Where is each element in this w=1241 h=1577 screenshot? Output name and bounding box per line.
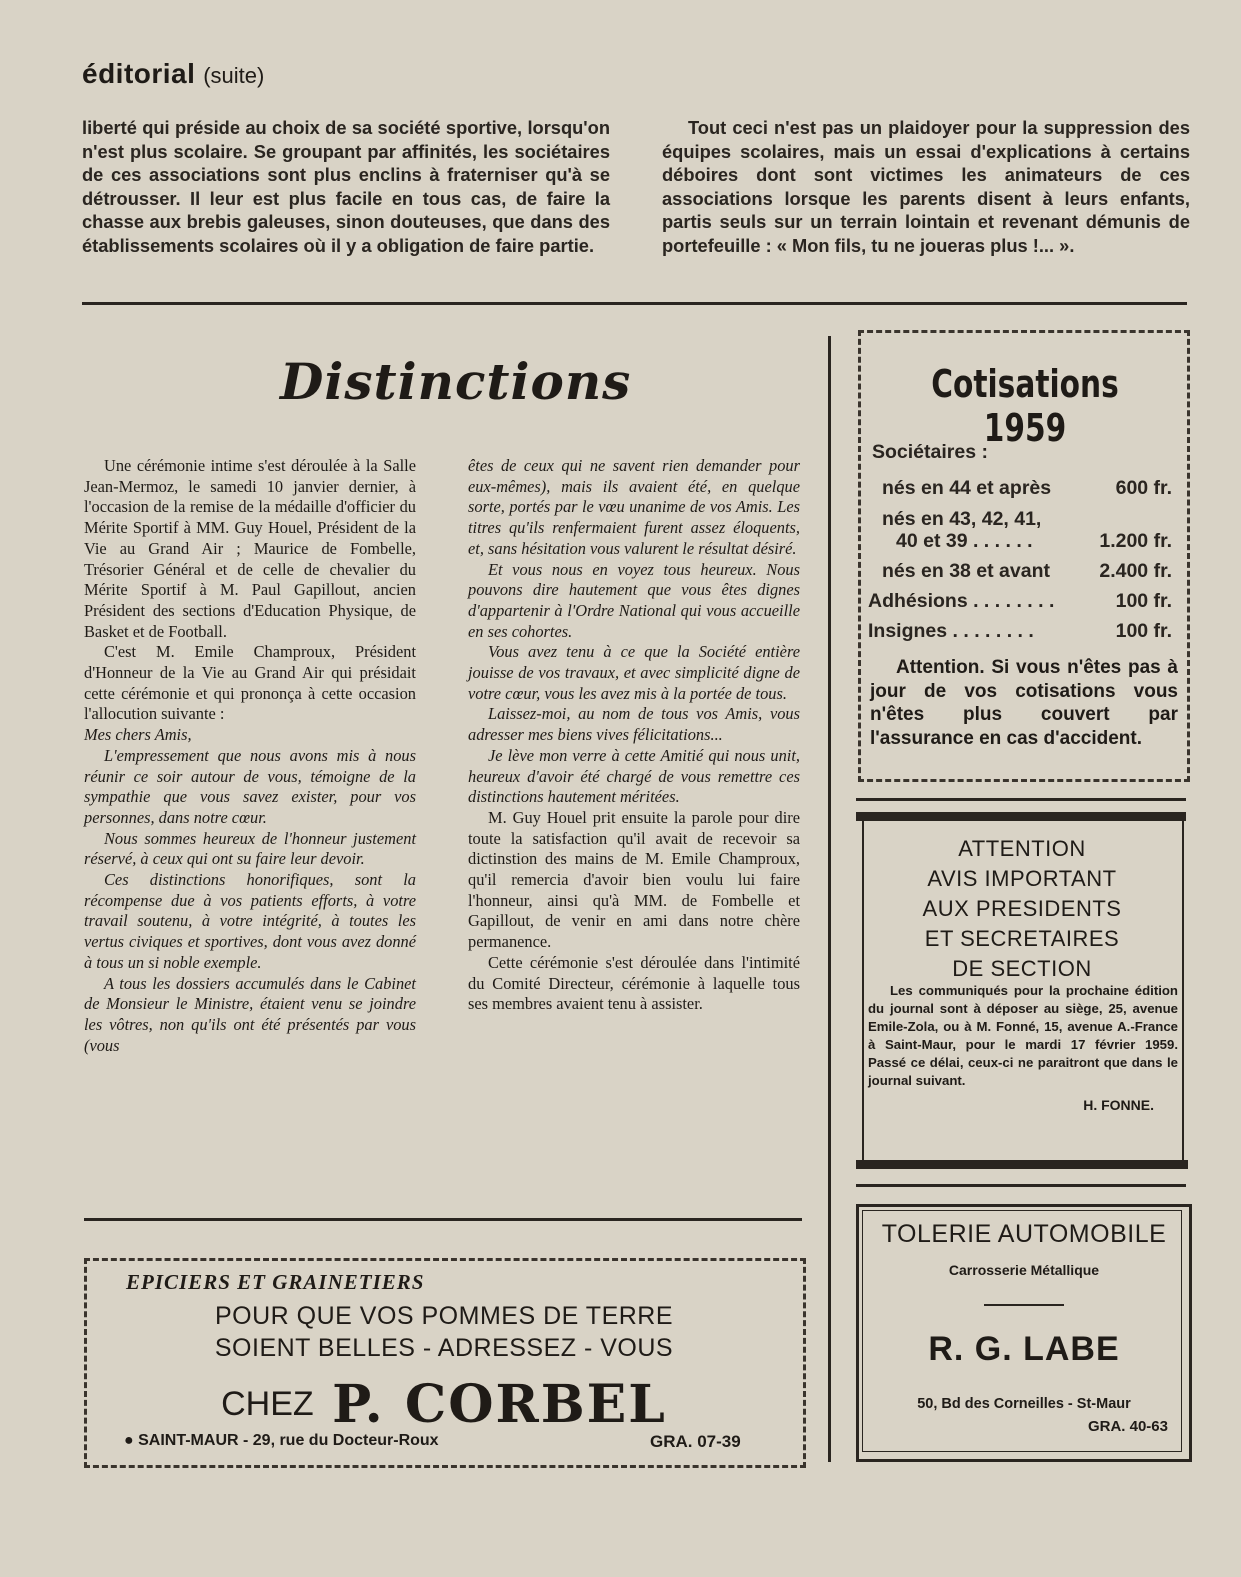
cotisation-price: 100 fr.: [1115, 590, 1172, 612]
cotisation-row: [896, 530, 1172, 553]
cotisations-note-text: Attention. Si vous n'êtes pas à jour de vos cotisations vous n'êtes plus couvert par l'assurance en cas d'accident.: [870, 657, 1178, 749]
tolerie-title: TOLERIE AUTOMOBILE: [881, 1220, 1167, 1248]
cotisation-label: nés en 38 et avant: [882, 560, 1050, 582]
cotisation-price: 2.400 fr.: [1099, 560, 1172, 582]
notice-heading: [862, 834, 1182, 984]
editorial-left-column: [82, 116, 610, 258]
speech-paragraph: Ces distinctions honorifiques, sont la récompense due à vos patients efforts, à votre travail soutenu, à votre intégrité, à toutes les vertus civiques et sportives, dont vous avez donné à tous un si noble exemple.: [84, 870, 416, 972]
editorial-title: éditorial: [82, 58, 196, 89]
epiciers-kicker: EPICIERS ET GRAINETIERS: [126, 1270, 425, 1294]
speech-paragraph: êtes de ceux qui ne savent rien demander pour eux-mêmes), mais ils avaient été, en quelque sorte, portés par le vœu unanime de vos Amis. Les titres qu'ils renfermaient furent assez éloquents, et, sans hésitation vous valurent le résultat désiré.: [468, 456, 800, 558]
tolerie-address: 50, Bd des Corneilles - St-Maur: [917, 1396, 1131, 1412]
cotisation-label: Insignes . . . . . . . .: [868, 620, 1034, 642]
box-divider: [856, 798, 1186, 801]
box-divider: [856, 1184, 1186, 1187]
pin-icon: ●: [124, 1432, 139, 1449]
speech-paragraph: L'empressement que nous avons mis à nous réunir ce soir autour de vous, témoigne de la sympathie que vous savez exister, pour vos personnes, dans notre cœur.: [84, 745, 416, 827]
cotisation-label: 40 et 39 . . . . . .: [896, 530, 1033, 552]
notice-right-border: [1182, 820, 1184, 1160]
tolerie-phone: GRA. 40-63: [1087, 1418, 1168, 1435]
cotisation-row: [868, 620, 1172, 643]
editorial-right-column: [662, 116, 1190, 258]
salutation: Mes chers Amis,: [84, 725, 192, 745]
notice-heading-line: AVIS IMPORTANT: [927, 866, 1117, 891]
epiciers-chez: CHEZ: [221, 1385, 314, 1423]
editorial-left-text: liberté qui préside au choix de sa société sportive, lorsqu'on n'est plus scolaire. Se groupant par affinités, les sociétaires de ces associations sont plus enclins à fraterniser qu'à se détrousser. Il leur est plus facile en tous cas, de faire la chasse aux brebis galeuses, sinon douteuses, que dans des établissements scolaires où il y a obligation de faire partie.: [82, 117, 610, 256]
editorial-suite: (suite): [203, 63, 265, 88]
notice-heading-line: ATTENTION: [958, 836, 1086, 861]
epiciers-address-text: SAINT-MAUR - 29, rue du Docteur-Roux: [138, 1432, 439, 1449]
notice-body: [868, 982, 1178, 1114]
speech-paragraph: Vous avez tenu à ce que la Société entière jouisse de vos travaux, et avec simplicité digne de votre cœur, vous les avez mis à la portée de tous.: [468, 642, 800, 703]
distinctions-column-2: [468, 456, 800, 1015]
cotisation-label: Adhésions . . . . . . . .: [868, 590, 1055, 612]
notice-heading-line: DE SECTION: [952, 956, 1092, 981]
editorial-heading: [82, 58, 264, 90]
speech-paragraph: Laissez-moi, au nom de tous vos Amis, vous adresser mes biens vives félicitations...: [468, 704, 800, 745]
notice-bottom-bar: [856, 1160, 1188, 1169]
distinctions-title: Distinctions: [280, 352, 632, 411]
cotisation-row: [868, 590, 1172, 613]
epiciers-name: P. CORBEL: [332, 1374, 667, 1435]
tolerie-divider: [984, 1304, 1064, 1306]
distinctions-column-1: [84, 456, 416, 1056]
cotisations-title: Cotisations 1959: [931, 362, 1119, 450]
article-end-rule: [84, 1218, 802, 1221]
cotisation-row: [882, 477, 1172, 500]
section-divider: [82, 302, 1187, 305]
tolerie-subtitle: Carrosserie Métallique: [948, 1262, 1100, 1278]
tolerie-name: R. G. LABE: [928, 1330, 1120, 1368]
epiciers-merchant: [84, 1374, 804, 1435]
cotisation-row: [882, 508, 1172, 531]
cotisation-price: 100 fr.: [1115, 620, 1172, 642]
notice-body-text: Les communiqués pour la prochaine édition du journal sont à déposer au siège, 25, avenue Emile-Zola, ou à M. Fonné, 15, avenue A.-France à Saint-Maur, pour le mardi 17 février 1959. Passé ce délai, ceux-ci ne paraitront que dans le journal suivant.: [868, 983, 1178, 1088]
cotisation-label: nés en 44 et après: [882, 477, 1052, 499]
paragraph: M. Guy Houel prit ensuite la parole pour dire toute la satisfaction qu'il avait de recevoir sa dictinstion des mains de M. Emile Champroux, qu'il remercia d'avoir bien voulu lui faire l'honneur, ainsi qu'à MM. de Fombelle et Gapillout, de venir en ami dans notre chère permanence.: [468, 807, 800, 952]
column-divider: [828, 336, 831, 1462]
epiciers-phone: GRA. 07-39: [650, 1432, 741, 1451]
speech-paragraph: Nous sommes heureux de l'honneur justement réservé, à ceux qui ont su faire leur devoir.: [84, 828, 416, 869]
cotisation-row: [882, 560, 1172, 583]
notice-top-bar: [856, 812, 1186, 821]
notice-heading-line: ET SECRETAIRES: [924, 926, 1120, 951]
notice-signature: H. FONNE.: [1083, 1097, 1154, 1113]
speech-paragraph: Je lève mon verre à cette Amitié qui nous unit, heureux d'avoir été chargé de vous remettre ces distinctions hautement méritées.: [468, 745, 800, 807]
cotisations-note: [870, 656, 1178, 750]
paragraph: Une cérémonie intime s'est déroulée à la Salle Jean-Mermoz, le samedi 10 janvier dernier, à l'occasion de la remise de la médaille d'officier du Mérite Sportif à MM. Guy Houel, Président de la Vie au Grand Air ; Maurice de Fombelle, Trésorier Général et de celle de chevalier du Mérite Sportif à M. Paul Gapillout, ancien Président des sections d'Education Physique, de Basket et de Football.: [84, 456, 416, 641]
notice-heading-line: AUX PRESIDENTS: [922, 896, 1122, 921]
epiciers-address: [124, 1432, 439, 1450]
editorial-right-text: Tout ceci n'est pas un plaidoyer pour la suppression des équipes scolaires, mais un essai d'explications à certains déboires dont sont victimes les animateurs de ces associations lorsque les parents disent à leurs enfants, partis seuls sur un terrain lointain et revenant démunis de portefeuille : « Mon fils, tu ne joueras plus !... ».: [662, 117, 1190, 256]
epiciers-line: POUR QUE VOS POMMES DE TERRE: [214, 1302, 674, 1330]
speech-paragraph: Et vous nous en voyez tous heureux. Nous pouvons dire hautement que vous êtes dignes d'appartenir à l'Ordre National qui vous accueille en ses cohortes.: [468, 559, 800, 641]
cotisation-price: 600 fr.: [1115, 477, 1172, 499]
cotisation-label: nés en 43, 42, 41,: [882, 508, 1042, 530]
epiciers-line: SOIENT BELLES - ADRESSEZ - VOUS: [214, 1334, 674, 1362]
paragraph: Cette cérémonie s'est déroulée dans l'intimité du Comité Directeur, cérémonie à laquelle tous ses membres avaient tenu à assister.: [468, 952, 800, 1014]
cotisation-price: 1.200 fr.: [1099, 530, 1172, 552]
paragraph: C'est M. Emile Champroux, Président d'Honneur de la Vie au Grand Air qui présidait cette cérémonie et qui prononça à cette occasion l'allocution suivante :: [84, 642, 416, 724]
societaires-label: Sociétaires :: [872, 441, 988, 463]
speech-paragraph: A tous les dossiers accumulés dans le Cabinet de Monsieur le Ministre, étaient venu se joindre les vôtres, non qu'ils ont été présentés par vous (vous: [84, 973, 416, 1055]
